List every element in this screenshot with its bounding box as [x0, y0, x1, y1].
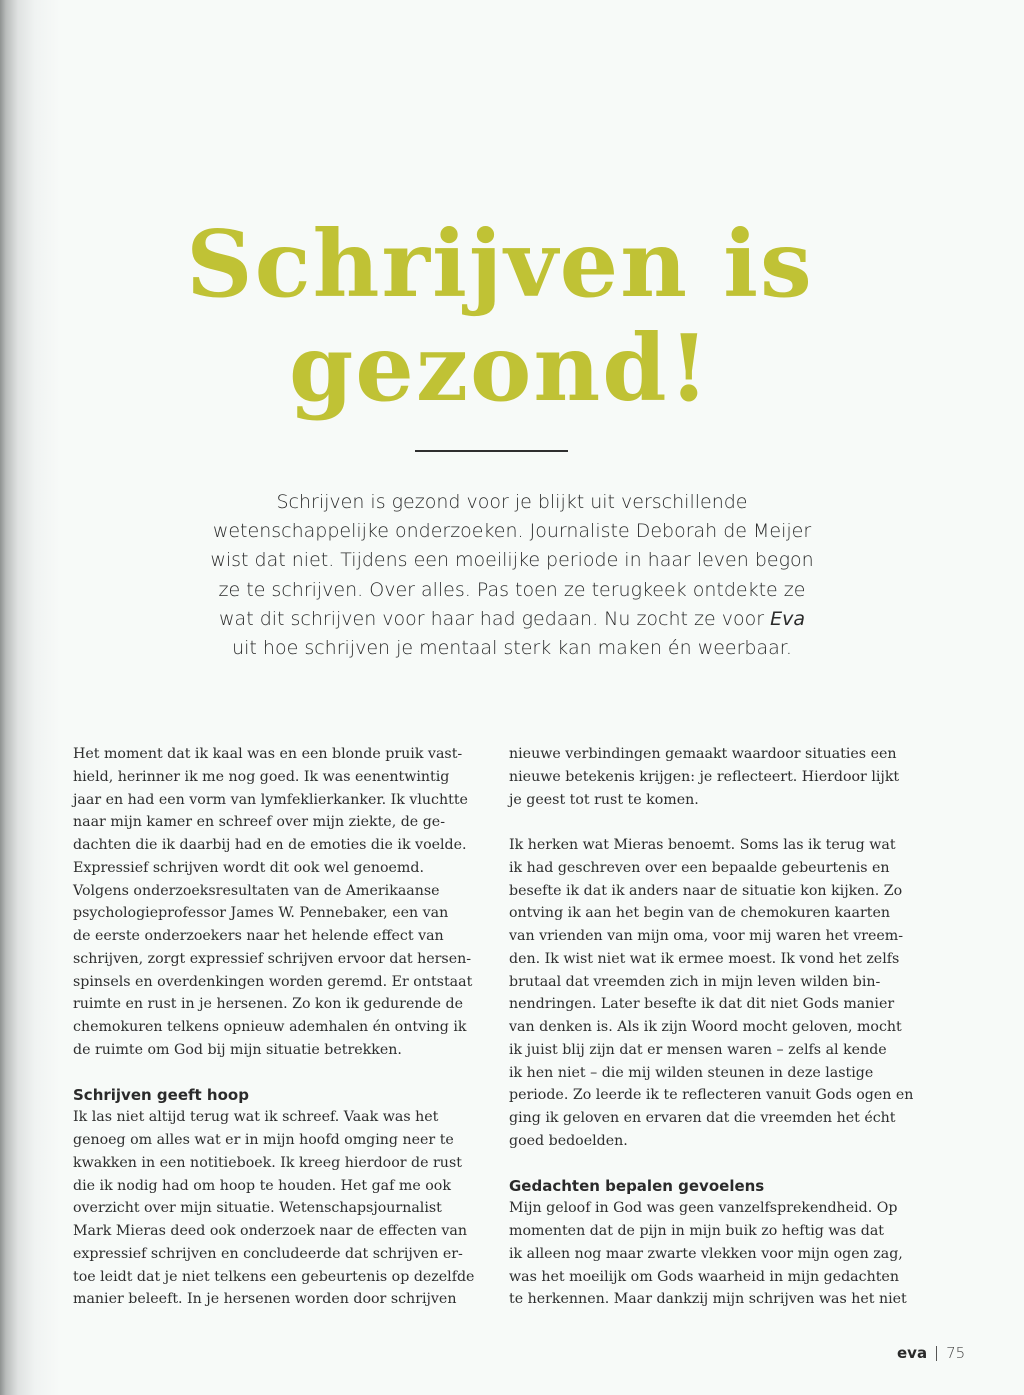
section-heading: Schrijven geeft hoop — [73, 1085, 249, 1104]
text-line: Mark Mieras deed ook onderzoek naar de effecten van — [73, 1223, 467, 1239]
section-hope — [73, 1084, 485, 1312]
article-title — [150, 212, 850, 420]
intro-text-before: Schrijven is gezond voor je blijkt uit verschillende wetenschappelijke onderzoeken. Journaliste Deborah de Meijer wist dat niet. Tijdens een moeilijke periode in haar leven begon ze te schrijven. Over alles. Pas toen ze terugkeek ontdekte ze wat dit schrijven voor haar had gedaan. Nu zocht ze voor — [210, 491, 814, 630]
text-line: de ruimte om God bij mijn situatie betrekken. — [73, 1041, 402, 1058]
text-line: overzicht over mijn situatie. Wetenschapsjournalist — [73, 1200, 442, 1217]
text-line: die ik nodig had om hoop te houden. Het gaf me ook — [73, 1177, 451, 1194]
text-line: brutaal dat vreemden zich in mijn leven wilden bin- — [509, 973, 881, 990]
page-folio — [897, 1344, 965, 1362]
text-line: Expressief schrijven wordt dit ook wel genoemd. — [73, 859, 424, 876]
text-line: Ik las niet altijd terug wat ik schreef. Vaak was het — [73, 1109, 439, 1126]
title-divider — [415, 450, 568, 452]
text-line: van denken is. Als ik zijn Woord mocht geloven, mocht — [509, 1019, 902, 1035]
text-line: de eerste onderzoekers naar het helende effect van — [73, 928, 444, 944]
text-line: kwakken in een notitieboek. Ik kreeg hierdoor de rust — [73, 1154, 462, 1171]
text-line: van vrienden van mijn oma, voor mij waren het vreem- — [509, 928, 904, 944]
text-line: nieuwe betekenis krijgen: je reflecteert. Hierdoor lijkt — [509, 768, 900, 785]
text-line: toe leidt dat je niet telkens een gebeurtenis op dezelfde — [73, 1268, 475, 1285]
text-line: den. Ik wist niet wat ik ermee moest. Ik vond het zelfs — [509, 950, 900, 967]
right-column — [509, 743, 921, 1311]
text-line: momenten dat de pijn in mijn buik zo heftig was dat — [509, 1223, 884, 1239]
text-line: Het moment dat ik kaal was en een blonde pruik vast- — [73, 746, 463, 762]
text-line: goed bedoelden. — [509, 1132, 628, 1149]
text-line: ik had geschreven over een bepaalde gebeurtenis en — [509, 859, 890, 876]
text-line: psychologieprofessor James W. Pennebaker, een van — [73, 905, 449, 922]
intro-magazine-name: Eva — [770, 607, 805, 630]
page-gutter-shadow — [0, 0, 60, 1395]
text-line: je geest tot rust te komen. — [509, 791, 699, 808]
text-line: ik hen niet – die mij wilden steunen in deze lastige — [509, 1064, 874, 1081]
text-line: nieuwe verbindingen gemaakt waardoor situaties een — [509, 746, 897, 762]
page-number: 75 — [946, 1344, 966, 1362]
section-thoughts — [509, 1175, 921, 1312]
section-heading: Gedachten bepalen gevoelens — [509, 1176, 765, 1195]
text-line: jaar en had een vorm van lymfeklierkanker. Ik vluchtte — [73, 791, 468, 808]
text-line: genoeg om alles wat er in mijn hoofd omging neer te — [73, 1132, 454, 1148]
text-line: ontving ik aan het begin van de chemokuren kaarten — [509, 905, 891, 922]
text-line: manier beleeft. In je hersenen worden door schrijven — [73, 1291, 457, 1308]
right-paragraph-3 — [509, 1197, 921, 1311]
text-line: ruimte en rust in je hersenen. Zo kon ik gedurende de — [73, 996, 463, 1013]
right-paragraph-1 — [509, 743, 921, 811]
text-line: Ik herken wat Mieras benoemt. Soms las ik terug wat — [509, 837, 896, 853]
text-line: ik juist blij zijn dat er mensen waren – zelfs al kende — [509, 1041, 887, 1058]
magazine-name: eva — [897, 1344, 928, 1362]
folio-separator — [936, 1346, 937, 1361]
text-line: hield, herinner ik me nog goed. Ik was eenentwintig — [73, 768, 450, 785]
text-line: Mijn geloof in God was geen vanzelfsprekendheid. Op — [509, 1200, 898, 1217]
title-line-2: gezond! — [288, 314, 712, 422]
text-line: Volgens onderzoeksresultaten van de Amerikaanse — [73, 882, 440, 899]
text-line: nendringen. Later besefte ik dat dit niet Gods manier — [509, 996, 895, 1013]
left-paragraph-2 — [73, 1106, 485, 1311]
intro-lead — [205, 488, 819, 663]
title-line-1: Schrijven is — [186, 210, 814, 318]
text-line: dachten die ik daarbij had en de emoties die ik voelde. — [73, 837, 467, 853]
left-paragraph-1 — [73, 743, 485, 1062]
text-line: schrijven, zorgt expressief schrijven ervoor dat hersen- — [73, 950, 472, 967]
text-line: expressief schrijven en concludeerde dat schrijven er- — [73, 1245, 463, 1262]
text-line: was het moeilijk om Gods waarheid in mijn gedachten — [509, 1268, 899, 1285]
left-column — [73, 743, 485, 1311]
text-line: te herkennen. Maar dankzij mijn schrijven was het niet — [509, 1291, 907, 1308]
text-line: periode. Zo leerde ik te reflecteren vanuit Gods ogen en — [509, 1087, 914, 1104]
text-line: naar mijn kamer en schreef over mijn ziekte, de ge- — [73, 814, 445, 831]
text-line: spinsels en overdenkingen worden geremd. Er ontstaat — [73, 973, 473, 990]
right-paragraph-2 — [509, 834, 921, 1153]
text-line: ik alleen nog maar zwarte vlekken voor mijn ogen zag, — [509, 1245, 903, 1262]
text-line: ging ik geloven en ervaren dat die vreemden het écht — [509, 1110, 896, 1126]
intro-text-after: uit hoe schrijven je mentaal sterk kan maken én weerbaar. — [232, 637, 792, 660]
text-line: besefte ik dat ik anders naar de situatie kon kijken. Zo — [509, 882, 903, 899]
text-line: chemokuren telkens opnieuw ademhalen én ontving ik — [73, 1019, 467, 1035]
